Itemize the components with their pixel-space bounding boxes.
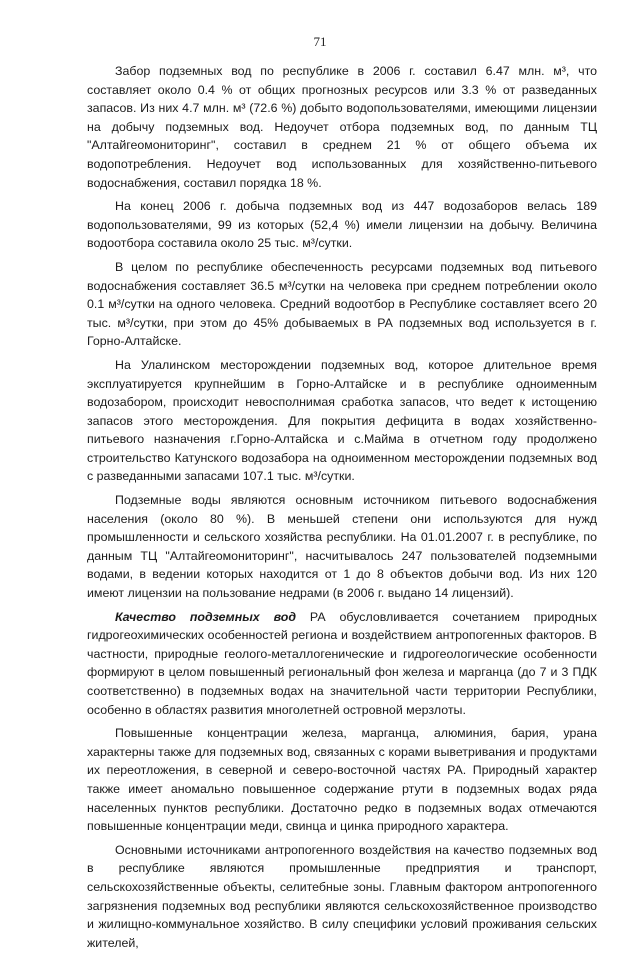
paragraph-water-intake xyxy=(87,62,597,192)
page-number: 71 xyxy=(313,34,327,49)
paragraph-text: Основными источниками антропогенного воздействия на качество подземных вод в республике являются промышленные предприятия и транспорт, сельскохозяйственные объекты, селитебные зоны. Главным фактором антропогенного загрязнения подземных вод республики являются сельскохозяйственное производство и жилищно-коммунальное хозяйство. В силу специфики условий проживания сельских жителей, xyxy=(87,842,597,950)
section-lead-term: Качество подземных вод xyxy=(115,609,296,624)
paragraph-water-quality xyxy=(87,608,597,720)
paragraph-elevated-concentrations xyxy=(87,724,597,836)
paragraph-text: На конец 2006 г. добыча подземных вод из 447 водозаборов велась 189 водопользователями, 99 из которых (52,4 %) имели лицензии на добычу. Величина водоотбора составила около 25 тыс. м³/сутки. xyxy=(87,199,597,251)
paragraph-text: Забор подземных вод по республике в 2006 г. составил 6.47 млн. м³, что составляет около 0.4 % от общих прогнозных ресурсов или 3.3 % от разведанных запасов. Из них 4.7 млн. м³ (72.6 %) добыто водопользователями, имеющими лицензии на добычу подземных вод. Недоучет отбора подземных вод, по данным ТЦ "Алтайгеомониторинг", составил в среднем 21 % от общего объема их водопотребления. Недоучет вод использованных для хозяйственно-питьевого водоснабжения, составил порядка 18 %. xyxy=(87,64,597,190)
paragraph-resource-supply xyxy=(87,258,597,351)
paragraph-production-2006 xyxy=(87,197,597,253)
paragraph-text: В целом по республике обеспеченность ресурсами подземных вод питьевого водоснабжения составляет 36.5 м³/сутки на человека при среднем потреблении около 0.1 м³/сутки на одного человека. Средний водоотбор в Республике составляет всего 20 тыс. м³/сутки, при этом до 45% добываемых в РА подземных вод используется в г. Горно-Алтайске. xyxy=(87,259,597,349)
paragraph-text: На Улалинском месторождении подземных вод, которое длительное время эксплуатируется крупнейшим в Горно-Алтайске и в республике одноименным водозабором, происходит невосполнимая сработка запасов, что ведет к истощению запасов этого месторождения. Для покрытия дефицита в водах хозяйственно-питьевого назначения г.Горно-Алтайска и с.Майма в отчетном году продолжено строительство Катунского водозабора на одноименном месторождении подземных вод с разведанными запасами 107.1 тыс. м³/сутки. xyxy=(87,357,597,484)
paragraph-text: Подземные воды являются основным источником питьевого водоснабжения населения (около 80 %). В меньшей степени они используются для нужд промышленности и сельского хозяйства республики. На 01.01.2007 г. в республике, по данным ТЦ "Алтайгеомониторинг", насчитывалось 247 пользователей подземными водами, в ведении которых находится от 1 до 8 объектов добычи вод. Из них 120 имеют лицензии на пользование недрами (в 2006 г. выдано 14 лицензий). xyxy=(87,493,597,601)
paragraph-text: РА обусловливается сочетанием природных гидрогеохимических особенностей региона и воздействием антропогенных факторов. В частности, природные геолого-металлогенические и гидрогеологические особенности формируют в целом повышенный региональный фон железа и марганца (до 7 и 3 ПДК соответственно) в подземных водах на значительной части территории Республики, особенно в областях развития многолетней островной мерзлоты. xyxy=(87,609,597,717)
document-body xyxy=(87,62,597,957)
paragraph-main-source xyxy=(87,491,597,603)
paragraph-text: Повышенные концентрации железа, марганца, алюминия, бария, урана характерны также для подземных вод, связанных с корами выветривания и продуктами их переотложения, в северной и северо-восточной частях РА. Природный характер также имеет аномально повышенное содержание ртути в подземных водах ряда населенных пунктов республики. Достаточно редко в подземных водах отмечаются повышенные концентрации меди, свинца и цинка природного характера. xyxy=(87,726,597,834)
paragraph-anthropogenic-sources xyxy=(87,841,597,953)
paragraph-ulalinsky-deposit xyxy=(87,356,597,486)
